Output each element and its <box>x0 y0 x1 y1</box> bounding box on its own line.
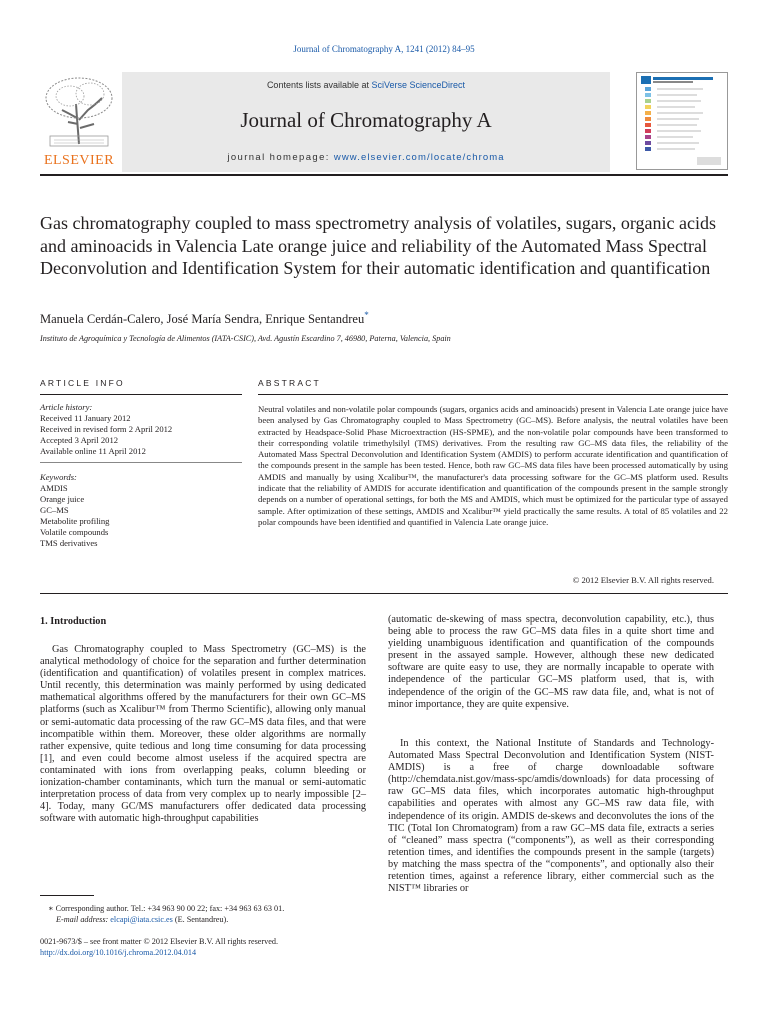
footnote-rule <box>40 895 94 896</box>
corresponding-footnote <box>48 904 368 925</box>
corresponding-mark[interactable]: * <box>364 310 369 320</box>
doi-link[interactable]: http://dx.doi.org/10.1016/j.chroma.2012.04.014 <box>40 947 197 957</box>
article-title: Gas chromatography coupled to mass spectrometry analysis of volatiles, sugars, organic acids and aminoacids in Valencia Late orange juice and reliability of the Automated Mass Spectral Deconvolution and Identification System for their automatic identification and quantification <box>40 213 716 278</box>
history-line: Received 11 January 2012 <box>40 413 131 423</box>
email-suffix: (E. Sentandreu). <box>172 914 229 924</box>
elsevier-tree-icon <box>40 74 118 148</box>
journal-title: Journal of Chromatography A <box>240 108 492 132</box>
elsevier-logo <box>40 74 118 166</box>
intro-heading: 1. Introduction <box>40 616 107 627</box>
cover-art-icon <box>637 73 727 169</box>
history-line: Accepted 3 April 2012 <box>40 435 119 445</box>
contents-line <box>122 80 610 90</box>
keyword: Metabolite profiling <box>40 516 110 526</box>
journal-reference[interactable]: Journal of Chromatography A, 1241 (2012) 84–95 <box>293 44 475 54</box>
author-names: Manuela Cerdán-Calero, José María Sendra, Enrique Sentandreu <box>40 312 365 327</box>
history-line: Available online 11 April 2012 <box>40 446 146 456</box>
abstract-copyright: © 2012 Elsevier B.V. All rights reserved. <box>572 575 714 585</box>
affiliation: Instituto de Agroquímica y Tecnología de Alimentos (IATA-CSIC), Avd. Agustín Escardino 7, 46980, Paterna, Valencia, Spain <box>40 334 451 343</box>
abstract-text: Neutral volatiles and non-volatile polar compounds (sugars, organics acids and aminoacids) present in Valencia Late orange juice have been analysed by Gas Chromatography coupled to Mass Spectrometry (GC–MS). Before analysis, the neutral volatiles have been extracted by Headspace-Solid Phase Microextraction (HS-SPME), and the non-volatile polar compounds have been transformed to their corresponding volatile trimethylsilyl (TMS) derivatives. From the resulting raw GC–MS data files, the reliability of the Automated Mass Spectral Deconvolution and Identification System (AMDIS) to perform accurate identification and quantification of the compounds present in the sample has been tested. Hence, both raw GC–MS data files have been processed automatically by using AMDIS and manually by using Xcalibur™, the manufacturer's data processing software for the GC–MS platform used. Results indicate that the reliability of AMDIS for accurate identification and quantification of the compounds present in the sample strongly depends on a number of operational settings, for both the MS and AMDIS, which must be optimized for the particular type of assayed sample. After optimization of these settings, AMDIS and Xcalibur™ yield practically the same results. A total of 85 volatiles and 22 polar compounds have been identified and quantified in Valencia Late orange juice. <box>258 404 728 527</box>
email-link[interactable]: elcapi@iata.csic.es <box>110 914 173 924</box>
keywords-block <box>40 472 242 549</box>
issn-line: 0021-9673/$ – see front matter © 2012 Elsevier B.V. All rights reserved. <box>40 937 279 946</box>
header-rule <box>40 174 728 176</box>
history-label: Article history: <box>40 402 93 412</box>
keyword: Volatile compounds <box>40 527 109 537</box>
keywords-label: Keywords: <box>40 472 77 482</box>
article-info-heading: ARTICLE INFO <box>40 378 125 388</box>
article-info-rule <box>40 394 242 395</box>
contents-prefix: Contents lists available at <box>266 80 372 90</box>
issn-block <box>40 937 380 958</box>
homepage-link[interactable]: www.elsevier.com/locate/chroma <box>333 152 505 163</box>
corresponding-author: ∗ Corresponding author. Tel.: +34 963 90 00 22; fax: +34 963 63 63 01. <box>48 904 285 913</box>
intro-col2-p2: In this context, the National Institute of Standards and Technology-Automated Mass Spectral Deconvolution and Identification System (NIST-AMDIS) is a free of charge downloadable software (http://chemdata.nist.gov/mass-spc/amdis/downloads) for data processing of raw GC–MS data files, which incorporates automatic high-throughput capabilities and operates with almost any GC–MS raw data file, with independence of its origin. AMDIS de-skews and deconvolutes the ions of the TIC (Total Ion Chromatogram) from a raw GC–MS data file, extracts a series of “cleaned” mass spectra (“components”), as well as their corresponding retention times, and identifies the compounds present in the sample (targets) by matching the mass spectra of the “components”, and optionally also their retention times, against a reference library, either commercial such as the NIST™ libraries or <box>388 738 714 895</box>
sciencedirect-link[interactable]: SciVerse ScienceDirect <box>371 80 466 90</box>
keyword: AMDIS <box>40 483 68 493</box>
abstract-heading: ABSTRACT <box>258 378 321 388</box>
keyword: GC–MS <box>40 505 69 515</box>
homepage-prefix: journal homepage: <box>227 152 334 163</box>
publisher-name: ELSEVIER <box>43 153 115 168</box>
history-line: Received in revised form 2 April 2012 <box>40 424 173 434</box>
intro-col1: Gas Chromatography coupled to Mass Spectrometry (GC–MS) is the analytical methodology of choice for the separation and further determination (identification and quantification) of volatiles present in complex matrices. Until recently, this determination was mainly performed by using dedicated mathematical algorithms offered by the manufacturers for their own GC–MS platforms (such as Xcalibur™ from Thermo Scientific), allowing only manual or semi-automatic data processing of the raw GC–MS data files, and that were incompatible within them. Moreover, these older algorithms are normally rather expensive, quite tedious and long time consuming for data processing [1], and even could become almost useless if the acquired spectra are contaminated with ions from overlapping peaks, column bleeding or ionization-chamber contaminants, which turn the manual or semi-automatic interpretation process of data from very complex up to nearly impossible [2–4]. Today, many GC/MS manufacturers offer dedicated data processing software with automatic high-throughput capabilities <box>40 644 366 825</box>
history-rule <box>40 462 242 463</box>
journal-cover-thumbnail <box>636 72 728 170</box>
keyword: Orange juice <box>40 494 85 504</box>
journal-homepage <box>122 152 610 163</box>
front-matter-rule <box>40 593 728 594</box>
intro-col2-p1: (automatic de-skewing of mass spectra, deconvolution capability, etc.), thus being able to process the raw GC–MS data files in a quite short time and yielding unambiguous identification and quantification of the compounds present in the assayed sample. However, although these new dedicated software are quite easy to use, they are normally incapable to operate with independence of the particular GC–MS platform used, that is, with independence of the origin of the GC–MS raw data file, and, what is not of minor importance, they are quite expensive. <box>388 614 714 710</box>
article-authors <box>40 310 369 327</box>
abstract-rule <box>258 394 728 395</box>
email-line <box>48 915 368 926</box>
email-label: E-mail address: <box>56 914 111 924</box>
keyword: TMS derivatives <box>40 538 98 548</box>
article-history <box>40 402 242 457</box>
